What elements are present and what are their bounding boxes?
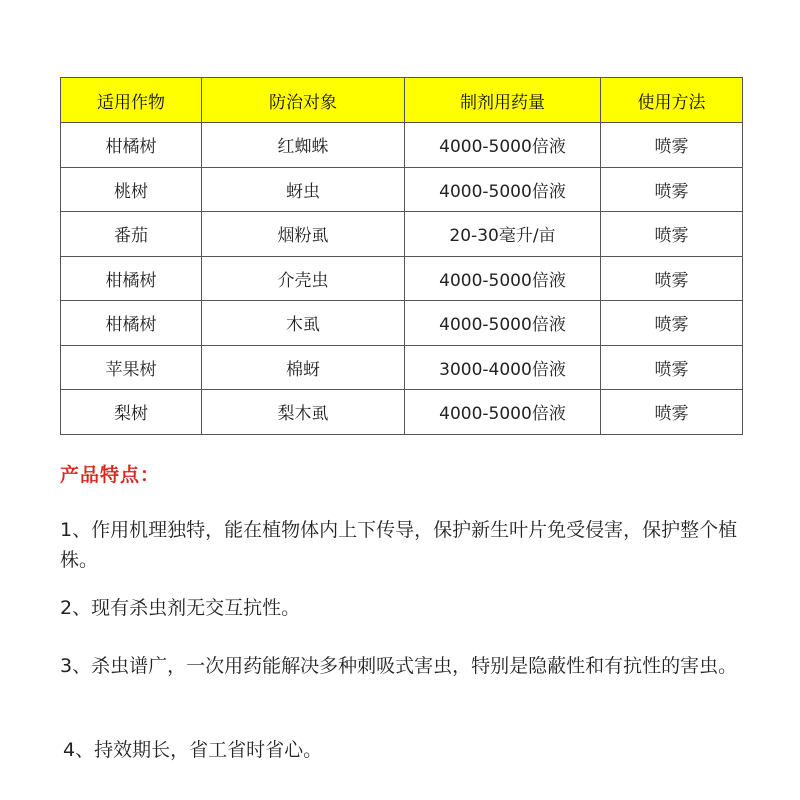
cell-crop: 梨树 [61, 390, 202, 435]
table-row [61, 212, 743, 257]
table-row [61, 301, 743, 346]
cell-target-pest: 棉蚜 [202, 345, 405, 390]
table-header-row [61, 78, 743, 123]
cell-method: 喷雾 [601, 123, 743, 168]
cell-method: 喷雾 [601, 301, 743, 346]
cell-crop: 桃树 [61, 167, 202, 212]
cell-crop: 柑橘树 [61, 301, 202, 346]
cell-crop: 柑橘树 [61, 256, 202, 301]
cell-target-pest: 蚜虫 [202, 167, 405, 212]
cell-target-pest: 红蜘蛛 [202, 123, 405, 168]
cell-dosage: 4000-5000倍液 [405, 301, 601, 346]
cell-target-pest: 烟粉虱 [202, 212, 405, 257]
cell-dosage: 4000-5000倍液 [405, 167, 601, 212]
header-dosage: 制剂用药量 [405, 78, 601, 123]
cell-target-pest: 梨木虱 [202, 390, 405, 435]
header-target-pest: 防治对象 [202, 78, 405, 123]
cell-target-pest: 介壳虫 [202, 256, 405, 301]
table-row [61, 390, 743, 435]
table-row [61, 167, 743, 212]
cell-method: 喷雾 [601, 345, 743, 390]
table-row [61, 256, 743, 301]
cell-method: 喷雾 [601, 167, 743, 212]
cell-target-pest: 木虱 [202, 301, 405, 346]
cell-dosage: 4000-5000倍液 [405, 390, 601, 435]
cell-method: 喷雾 [601, 212, 743, 257]
table-row [61, 345, 743, 390]
cell-method: 喷雾 [601, 390, 743, 435]
feature-item: 3、杀虫谱广，一次用药能解决多种刺吸式害虫，特别是隐蔽性和有抗性的害虫。 [60, 655, 738, 677]
cell-dosage: 3000-4000倍液 [405, 345, 601, 390]
cell-crop: 柑橘树 [61, 123, 202, 168]
cell-crop: 番茄 [61, 212, 202, 257]
pesticide-usage-table [60, 77, 743, 435]
cell-dosage: 4000-5000倍液 [405, 256, 601, 301]
cell-dosage: 20-30毫升/亩 [405, 212, 601, 257]
cell-dosage: 4000-5000倍液 [405, 123, 601, 168]
feature-item: 1、作用机理独特，能在植物体内上下传导，保护新生叶片免受侵害，保护整个植株。 [60, 519, 738, 571]
cell-method: 喷雾 [601, 256, 743, 301]
feature-item: 4、持效期长，省工省时省心。 [63, 739, 323, 761]
feature-item: 2、现有杀虫剂无交互抗性。 [60, 597, 301, 619]
table-row [61, 123, 743, 168]
header-crop: 适用作物 [61, 78, 202, 123]
features-heading: 产品特点： [60, 464, 161, 486]
cell-crop: 苹果树 [61, 345, 202, 390]
header-method: 使用方法 [601, 78, 743, 123]
